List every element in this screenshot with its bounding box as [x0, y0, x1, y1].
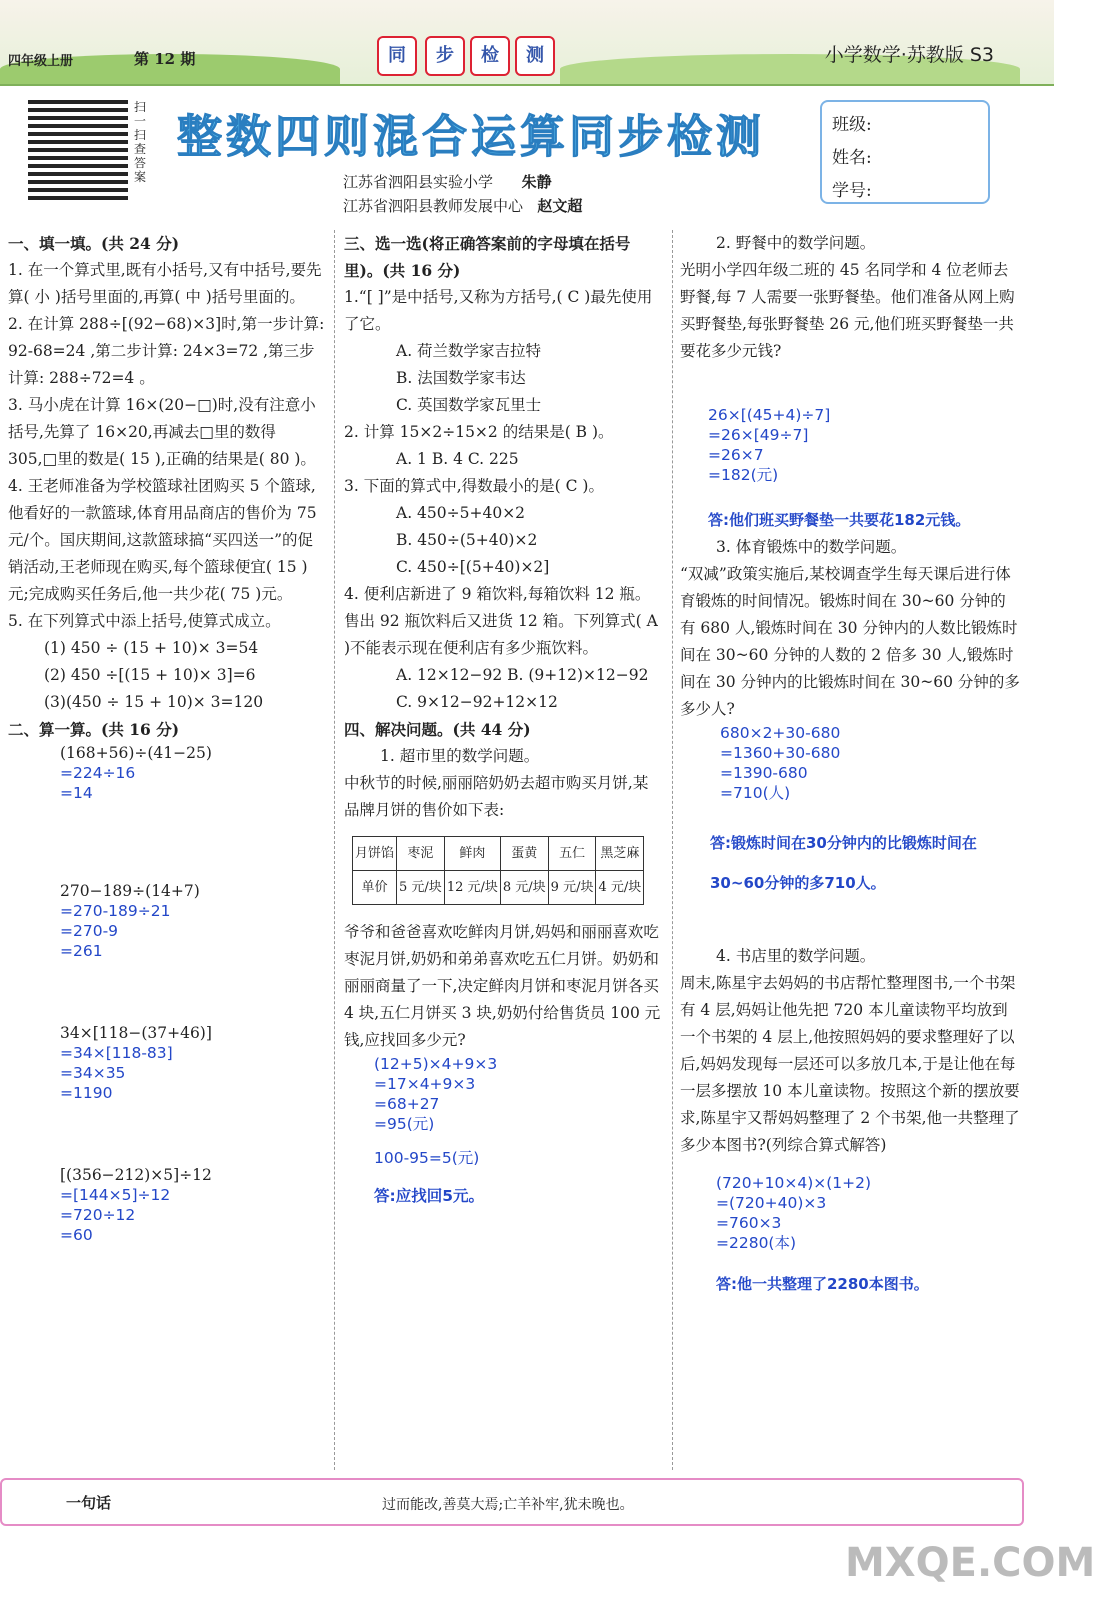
answer-statement: 答:他一共整理了2280本图书。: [716, 1275, 929, 1293]
page-title: 整数四则混合运算同步检测: [177, 110, 766, 163]
question: 4. 王老师准备为学校篮球社团购买 5 个篮球,他看好的一款篮球,体育用品商店的售价为 75 元/个。国庆期间,这款篮球搞“买四送一”的促销活动,王老师现在购买,每个篮球便宜( 15 )元;完成购买任务后,他一共少花( 75 )元。: [8, 477, 317, 603]
author-name: 朱静: [521, 173, 552, 191]
answer-line: =95(元): [374, 1115, 435, 1133]
question: 1. 超市里的数学问题。: [380, 747, 540, 765]
calc-answer: =261: [60, 942, 103, 960]
grade-label: 四年级上册: [8, 54, 74, 69]
answer-line: =26×[49÷7]: [708, 426, 809, 444]
footer-label: 一句话: [66, 1494, 112, 1512]
section-heading: 四、解决问题。(共 44 分): [344, 720, 531, 739]
badge-char: 检: [470, 36, 510, 76]
column-2: [344, 230, 662, 1206]
student-id-field[interactable]: 学号:: [832, 181, 872, 201]
column-divider: [672, 230, 673, 1470]
calc-answer: =720÷12: [60, 1206, 136, 1224]
answer-block: [680, 1173, 1020, 1253]
answer-statement: 答:应找回5元。: [374, 1187, 484, 1205]
student-info-box: [820, 100, 990, 204]
table-header: 枣泥: [397, 837, 445, 871]
table-header: 黑芝麻: [596, 837, 644, 871]
answer-line: =1390-680: [720, 764, 808, 782]
table-cell: 12 元/块: [444, 871, 500, 905]
calc-answer: =60: [60, 1226, 93, 1244]
answer-line: (720+10×4)×(1+2): [716, 1174, 872, 1192]
calc-answer: =1190: [60, 1084, 113, 1102]
answer-line: =760×3: [716, 1214, 782, 1232]
badge-char: 同: [377, 36, 417, 76]
question: 4. 便利店新进了 9 箱饮料,每箱饮料 12 瓶。售出 92 瓶饮料后又进货 12 箱。下列算式( A )不能表示现在便利店有多少瓶饮料。: [344, 585, 658, 657]
question: 4. 书店里的数学问题。: [716, 947, 876, 965]
option: A. 1 B. 4 C. 225: [396, 450, 519, 468]
answer-block: [680, 405, 1020, 485]
question: 2. 野餐中的数学问题。: [716, 234, 876, 252]
question: 1.“[ ]”是中括号,又称为方括号,( C )最先使用了它。: [344, 288, 653, 333]
author-name: 赵文超: [537, 197, 583, 215]
table-header: 月饼馅: [353, 837, 397, 871]
table-cell: 9 元/块: [548, 871, 596, 905]
section-heading: 一、填一填。(共 24 分): [8, 234, 180, 253]
calc-answer: =14: [60, 784, 93, 802]
option: A. 荷兰数学家吉拉特: [396, 342, 542, 360]
question: 周末,陈星宇去妈妈的书店帮忙整理图书,一个书架有 4 层,妈妈让他先把 720 本儿童读物平均放到一个书架的 4 层上,他按照妈妈的要求整理好了以后,妈妈发现每一层还可以多放几本,于是让他在每一层多摆放 10 本儿童读物。按照这个新的摆放要求,陈星宇又帮妈妈整理了 2 个书架,他一共整理了多少本图书?(列综合算式解答): [680, 974, 1020, 1154]
answer-line: =2280(本): [716, 1234, 797, 1252]
question: 3. 体育锻炼中的数学问题。: [716, 538, 907, 556]
calc-answer: =224÷16: [60, 764, 136, 782]
answer-line: =710(人): [720, 784, 791, 802]
table-cell: 单价: [353, 871, 397, 905]
question: 3. 马小虎在计算 16×(20−□)时,没有注意小括号,先算了 16×20,再减去□里的数得 305,□里的数是( 15 ),正确的结果是( 80 )。: [8, 396, 316, 468]
answer-line: =26×7: [708, 446, 764, 464]
column-3: [680, 230, 1020, 1298]
question-item: (3)(450 ÷ 15 + 10)× 3=120: [44, 693, 264, 711]
question: 3. 下面的算式中,得数最小的是( C )。: [344, 477, 604, 495]
question: 中秋节的时候,丽丽陪奶奶去超市购买月饼,某品牌月饼的售价如下表:: [344, 774, 649, 819]
column-1: [8, 230, 326, 1245]
subject-label: 小学数学·苏教版 S3: [824, 44, 994, 66]
answer-block: [344, 1054, 662, 1206]
watermark: MXQE.COM: [845, 1540, 1095, 1586]
option: B. 450÷(5+40)×2: [396, 531, 538, 549]
option: A. 12×12−92 B. (9+12)×12−92: [396, 666, 649, 684]
table-cell: 4 元/块: [596, 871, 644, 905]
option: B. 法国数学家韦达: [396, 369, 526, 387]
calc-question: 34×[118−(37+46)]: [60, 1024, 212, 1042]
answer-line: =1360+30-680: [720, 744, 841, 762]
price-table: [352, 836, 644, 905]
badge-char: 测: [515, 36, 555, 76]
section-heading: 三、选一选(将正确答案前的字母填在括号里)。(共 16 分): [344, 234, 631, 280]
question: 爷爷和爸爸喜欢吃鲜肉月饼,妈妈和丽丽喜欢吃枣泥月饼,奶奶和弟弟喜欢吃五仁月饼。奶奶和丽丽商量了一下,决定鲜肉月饼和枣泥月饼各买 4 块,五仁月饼买 3 块,奶奶付给售货员 100 元钱,应找回多少元?: [344, 923, 661, 1049]
question-item: (1) 450 ÷ (15 + 10)× 3=54: [44, 639, 259, 657]
answer-statement: 答:锻炼时间在30分钟内的比锻炼时间在30~60分钟的多710人。: [710, 834, 977, 892]
calc-question: [(356−212)×5]÷12: [60, 1166, 212, 1184]
calc-question: (168+56)÷(41−25): [60, 744, 212, 762]
option: A. 450÷5+40×2: [396, 504, 526, 522]
answer-line: 100-95=5(元): [374, 1149, 480, 1167]
calc-answer: =270-189÷21: [60, 902, 171, 920]
table-header: 五仁: [548, 837, 596, 871]
table-header: 鲜肉: [444, 837, 500, 871]
table-header: 蛋黄: [500, 837, 548, 871]
question: 1. 在一个算式里,既有小括号,又有中括号,要先算( 小 )括号里面的,再算( 中 )括号里面的。: [8, 261, 322, 306]
author-school: 江苏省泗阳县实验小学: [343, 173, 494, 191]
header-band: [0, 0, 1054, 86]
answer-block: [680, 723, 1020, 803]
column-divider: [334, 230, 335, 1470]
answer-statement: 答:他们班买野餐垫一共要花182元钱。: [708, 511, 971, 529]
name-field[interactable]: 姓名:: [832, 148, 872, 168]
option: C. 9×12−92+12×12: [396, 693, 558, 711]
option: C. 450÷[(5+40)×2]: [396, 558, 550, 576]
option: C. 英国数学家瓦里士: [396, 396, 542, 414]
author-school: 江苏省泗阳县教师发展中心: [343, 197, 524, 215]
qr-code[interactable]: [28, 100, 128, 200]
answer-line: (12+5)×4+9×3: [374, 1055, 498, 1073]
calc-answer: =34×[118-83]: [60, 1044, 173, 1062]
question: 光明小学四年级二班的 45 名同学和 4 位老师去野餐,每 7 人需要一张野餐垫。他们准备从网上购买野餐垫,每张野餐垫 26 元,他们班买野餐垫一共要花多少元钱?: [680, 261, 1015, 360]
table-cell: 8 元/块: [500, 871, 548, 905]
question: “双减”政策实施后,某校调查学生每天课后进行体育锻炼的时间情况。锻炼时间在 30~60 分钟的有 680 人,锻炼时间在 30 分钟内的人数比锻炼时间在 30~60 分钟的人数的 2 倍多 30 人,锻炼时间在 30 分钟内的比锻炼时间在 30~60 分钟的多多少人?: [680, 565, 1020, 718]
section-heading: 二、算一算。(共 16 分): [8, 720, 180, 739]
answer-line: =182(元): [708, 466, 779, 484]
footer-bar: [0, 1478, 1024, 1526]
answer-line: 26×[(45+4)÷7]: [708, 406, 831, 424]
question: 5. 在下列算式中添上括号,使算式成立。: [8, 612, 281, 630]
question: 2. 在计算 288÷[(92−68)×3]时,第一步计算: 92-68=24 ,第二步计算: 24×3=72 ,第三步计算: 288÷72=4 。: [8, 315, 325, 387]
answer-line: =68+27: [374, 1095, 440, 1113]
calc-block: [8, 743, 326, 1245]
author-block: [343, 170, 582, 218]
badge-char: 步: [425, 36, 465, 76]
answer-line: =(720+40)×3: [716, 1194, 827, 1212]
question-item: (2) 450 ÷[(15 + 10)× 3]=6: [44, 666, 256, 684]
issue-label: 第 12 期: [134, 50, 196, 68]
answer-line: =17×4+9×3: [374, 1075, 476, 1093]
calc-answer: =[144×5]÷12: [60, 1186, 171, 1204]
qr-caption: 扫一扫 查答案: [134, 100, 147, 184]
calc-question: 270−189÷(14+7): [60, 882, 200, 900]
calc-answer: =34×35: [60, 1064, 126, 1082]
class-field[interactable]: 班级:: [832, 115, 872, 135]
footer-quote: 过而能改,善莫大焉;亡羊补牢,犹未晚也。: [382, 1497, 634, 1513]
calc-answer: =270-9: [60, 922, 119, 940]
table-cell: 5 元/块: [397, 871, 445, 905]
answer-line: 680×2+30-680: [720, 724, 841, 742]
question: 2. 计算 15×2÷15×2 的结果是( B )。: [344, 423, 614, 441]
